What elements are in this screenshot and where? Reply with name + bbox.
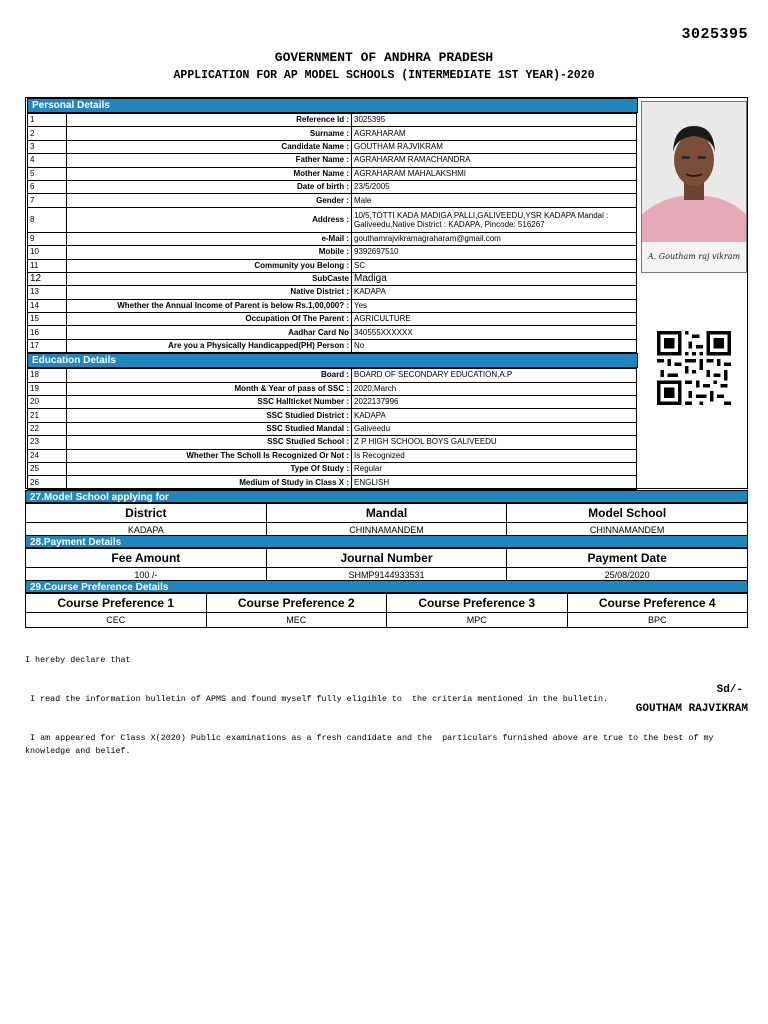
course-col-2: Course Preference 2: [206, 594, 387, 613]
course-col-1: Course Preference 1: [26, 594, 207, 613]
detail-row-label: SSC Studied District :: [67, 409, 352, 422]
detail-row-number: 7: [28, 194, 67, 207]
detail-row-label: Mobile :: [67, 246, 352, 259]
detail-row-number: 4: [28, 154, 67, 167]
detail-row-value: 10/5,TOTTI KADA MADIGA PALLI,GALIVEEDU,YSR KADAPA Mandal : Galiveedu,Native District : KADAPA, Pincode: 516267: [352, 207, 637, 232]
detail-row-value: AGRAHARAM: [352, 127, 637, 140]
detail-row-number: 6: [28, 180, 67, 193]
payment-fee: 100 /-: [26, 568, 267, 583]
declaration-line: I am appeared for Class X(2020) Public examinations as a fresh candidate and the particulars furnished above are true to the best of my knowledge and belief.: [25, 733, 719, 756]
payment-col-date: Payment Date: [507, 549, 748, 568]
course-pref-3: MPC: [387, 613, 568, 628]
candidate-photo-image: [642, 102, 746, 242]
payment-journal: SHMP9144933531: [266, 568, 507, 583]
detail-row-value: gouthamrajvikramagraharam@gmail.com: [352, 232, 637, 245]
qr-code: [656, 331, 732, 405]
detail-row: [28, 369, 637, 382]
model-school-mandal: CHINNAMANDEM: [266, 523, 507, 538]
detail-row-label: Type Of Study :: [67, 462, 352, 475]
detail-row-value: Is Recognized: [352, 449, 637, 462]
detail-row-label: Are you a Physically Handicapped(PH) Person :: [67, 339, 352, 352]
details-frame: [25, 97, 748, 489]
detail-row-label: Whether the Annual Income of Parent is below Rs.1,00,000? :: [67, 299, 352, 312]
detail-row-number: 18: [28, 369, 67, 382]
model-school-col-district: District: [26, 504, 267, 523]
detail-row-value: ENGLISH: [352, 476, 637, 489]
education-details-header: Education Details: [27, 353, 638, 368]
detail-row-value: No: [352, 339, 637, 352]
detail-row: [28, 382, 637, 395]
detail-row: [28, 476, 637, 489]
detail-row-label: Native District :: [67, 286, 352, 299]
detail-row: [28, 154, 637, 167]
detail-row-value: Yes: [352, 299, 637, 312]
detail-row-value: BOARD OF SECONDARY EDUCATION,A.P: [352, 369, 637, 382]
detail-row-value: 2022137996: [352, 396, 637, 409]
detail-row-number: 23: [28, 436, 67, 449]
detail-row: [28, 409, 637, 422]
detail-row-label: Reference Id :: [67, 114, 352, 127]
detail-row: [28, 167, 637, 180]
detail-row-number: 1: [28, 114, 67, 127]
payment-header: 28.Payment Details: [25, 535, 748, 548]
detail-row-number: 11: [28, 259, 67, 272]
model-school-header: 27.Model School applying for: [25, 490, 748, 503]
detail-row-label: Month & Year of pass of SSC :: [67, 382, 352, 395]
detail-row-label: Medium of Study in Class X :: [67, 476, 352, 489]
detail-row-value: Regular: [352, 462, 637, 475]
detail-row-label: SSC Studied Mandal :: [67, 422, 352, 435]
detail-row-label: Whether The Scholl Is Recognized Or Not :: [67, 449, 352, 462]
detail-row: [28, 436, 637, 449]
detail-row-number: 13: [28, 286, 67, 299]
course-pref-2: MEC: [206, 613, 387, 628]
candidate-photo: [641, 101, 747, 273]
detail-row-number: 5: [28, 167, 67, 180]
detail-row: [28, 194, 637, 207]
detail-row-value: AGRAHARAM MAHALAKSHMI: [352, 167, 637, 180]
detail-row: [28, 449, 637, 462]
declaration-line: I hereby declare that: [25, 655, 131, 665]
personal-details-table: [27, 113, 637, 353]
sd-mark: Sd/-: [716, 684, 743, 696]
detail-row-value: KADAPA: [352, 409, 637, 422]
detail-row-value: 3025395: [352, 114, 637, 127]
course-table: [25, 593, 748, 628]
detail-row-label: SSC Hallticket Number :: [67, 396, 352, 409]
detail-row-value: AGRICULTURE: [352, 313, 637, 326]
detail-row: [28, 246, 637, 259]
payment-date: 25/08/2020: [507, 568, 748, 583]
detail-row-value: 340555XXXXXX: [352, 326, 637, 339]
detail-row-value: 2020,March: [352, 382, 637, 395]
details-column: [27, 98, 638, 490]
course-col-4: Course Preference 4: [567, 594, 748, 613]
course-pref-1: CEC: [26, 613, 207, 628]
payment-table: [25, 548, 748, 583]
personal-details-header: Personal Details: [27, 98, 638, 113]
detail-row-label: Mother Name :: [67, 167, 352, 180]
detail-row-number: 26: [28, 476, 67, 489]
detail-row-label: Community you Belong :: [67, 259, 352, 272]
detail-row-label: Surname :: [67, 127, 352, 140]
detail-row: [28, 339, 637, 352]
detail-row: [28, 140, 637, 153]
detail-row: [28, 422, 637, 435]
model-school-section: [25, 490, 748, 538]
detail-row-value: SC: [352, 259, 637, 272]
detail-row-value: Galiveedu: [352, 422, 637, 435]
detail-row-number: 21: [28, 409, 67, 422]
detail-row: [28, 299, 637, 312]
detail-row-label: Date of birth :: [67, 180, 352, 193]
detail-row-label: Gender :: [67, 194, 352, 207]
detail-row-number: 17: [28, 339, 67, 352]
detail-row-number: 2: [28, 127, 67, 140]
detail-row-value: Z P HIGH SCHOOL BOYS GALIVEEDU: [352, 436, 637, 449]
detail-row: [28, 286, 637, 299]
government-title: GOVERNMENT OF ANDHRA PRADESH: [274, 50, 494, 65]
detail-row-label: Candidate Name :: [67, 140, 352, 153]
detail-row-label: Father Name :: [67, 154, 352, 167]
detail-row-label: Occupation Of The Parent :: [67, 313, 352, 326]
education-details-table: [27, 368, 637, 490]
declaration: [25, 628, 753, 771]
candidate-signature: A. Goutham raj vikram: [642, 242, 746, 272]
detail-row-label: SubCaste: [67, 272, 352, 285]
signer-name: GOUTHAM RAJVIKRAM: [635, 703, 748, 715]
detail-row: [28, 462, 637, 475]
detail-row-value: Madiga: [352, 272, 637, 285]
detail-row-number: 14: [28, 299, 67, 312]
detail-row-number: 19: [28, 382, 67, 395]
detail-row-label: SSC Studied School :: [67, 436, 352, 449]
detail-row-label: Aadhar Card No: [67, 326, 352, 339]
course-section: [25, 580, 748, 628]
detail-row-number: 24: [28, 449, 67, 462]
course-col-3: Course Preference 3: [387, 594, 568, 613]
application-number: 3025395: [681, 26, 748, 43]
payment-col-fee: Fee Amount: [26, 549, 267, 568]
detail-row-value: Male: [352, 194, 637, 207]
detail-row: [28, 259, 637, 272]
detail-row-number: 25: [28, 462, 67, 475]
model-school-name: CHINNAMANDEM: [507, 523, 748, 538]
detail-row: [28, 313, 637, 326]
detail-row: [28, 207, 637, 232]
detail-row-number: 16: [28, 326, 67, 339]
application-title: APPLICATION FOR AP MODEL SCHOOLS (INTERMEDIATE 1ST YEAR)-2020: [173, 69, 595, 82]
model-school-col-mandal: Mandal: [266, 504, 507, 523]
detail-row-label: Address :: [67, 207, 352, 232]
detail-row-number: 12: [28, 272, 67, 285]
detail-row-value: 23/5/2005: [352, 180, 637, 193]
detail-row: [28, 396, 637, 409]
detail-row-number: 9: [28, 232, 67, 245]
detail-row-value: KADAPA: [352, 286, 637, 299]
detail-row-number: 3: [28, 140, 67, 153]
model-school-table: [25, 503, 748, 538]
detail-row: [28, 326, 637, 339]
detail-row: [28, 272, 637, 285]
declaration-line: I read the information bulletin of APMS and found myself fully eligible to the criteria mentioned in the bulletin.: [25, 694, 609, 704]
detail-row: [28, 127, 637, 140]
detail-row-label: e-Mail :: [67, 232, 352, 245]
detail-row-number: 22: [28, 422, 67, 435]
detail-row-number: 15: [28, 313, 67, 326]
detail-row-number: 20: [28, 396, 67, 409]
payment-section: [25, 535, 748, 583]
detail-row: [28, 232, 637, 245]
detail-row: [28, 180, 637, 193]
detail-row-value: AGRAHARAM RAMACHANDRA: [352, 154, 637, 167]
detail-row-value: 9392697510: [352, 246, 637, 259]
course-pref-4: BPC: [567, 613, 748, 628]
model-school-district: KADAPA: [26, 523, 267, 538]
detail-row-number: 10: [28, 246, 67, 259]
course-header: 29.Course Preference Details: [25, 580, 748, 593]
model-school-col-school: Model School: [507, 504, 748, 523]
detail-row: [28, 114, 637, 127]
payment-col-journal: Journal Number: [266, 549, 507, 568]
detail-row-label: Board :: [67, 369, 352, 382]
detail-row-number: 8: [28, 207, 67, 232]
detail-row-value: GOUTHAM RAJVIKRAM: [352, 140, 637, 153]
